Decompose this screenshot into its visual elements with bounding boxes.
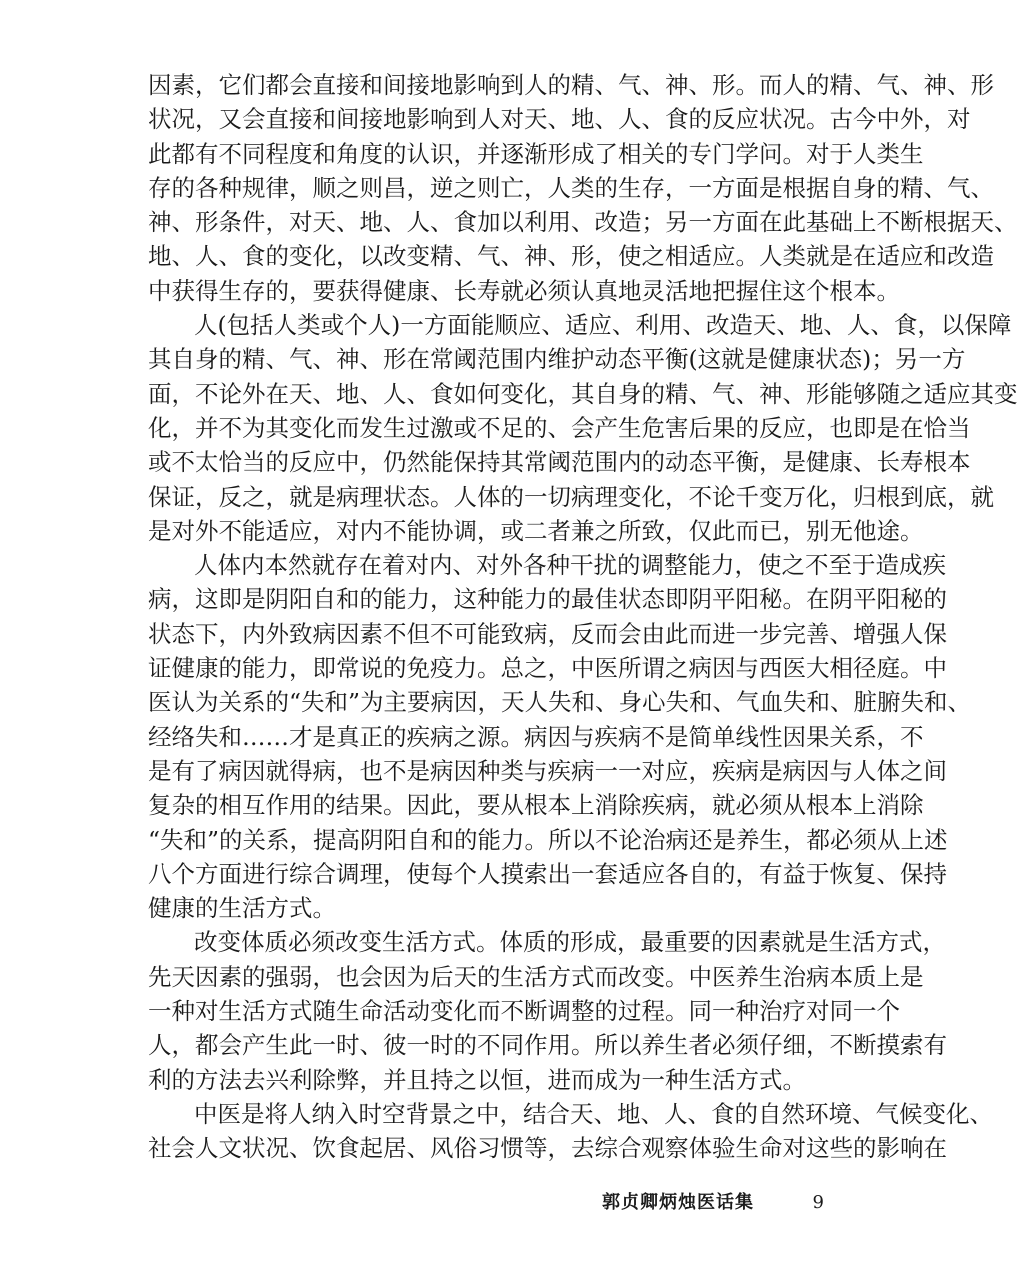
text-line: 健康的生活方式。	[148, 894, 336, 923]
text-line: 八个方面进行综合调理，使每个人摸索出一套适应各自的，有益于恢复、保持	[148, 859, 947, 888]
page-footer	[0, 1191, 900, 1215]
text-line: 改变体质必须改变生活方式。体质的形成，最重要的因素就是生活方式，	[194, 928, 946, 957]
text-line: 人体内本然就存在着对内、对外各种干扰的调整能力，使之不至于造成疾	[194, 551, 946, 580]
text-line: 利的方法去兴利除弊，并且持之以恒，进而成为一种生活方式。	[148, 1065, 806, 1094]
text-line: 中获得生存的，要获得健康、长寿就必须认真地灵活地把握住这个根本。	[148, 276, 900, 305]
text-line: 经络失和……才是真正的疾病之源。病因与疾病不是简单线性因果关系，不	[148, 722, 924, 751]
text-line: 人，都会产生此一时、彼一时的不同作用。所以养生者必须仔细，不断摸索有	[148, 1031, 947, 1060]
text-line: 中医是将人纳入时空背景之中，结合天、地、人、食的自然环境、气候变化、	[194, 1099, 993, 1128]
paragraph-3	[148, 548, 972, 925]
text-line: 人(包括人类或个人)一方面能顺应、适应、利用、改造天、地、人、食，以保障	[194, 311, 1012, 340]
text-line: 一种对生活方式随生命活动变化而不断调整的过程。同一种治疗对同一个	[148, 997, 900, 1026]
text-line: 病，这即是阴阳自和的能力，这种能力的最佳状态即阴平阳秘。在阴平阳秘的	[148, 585, 947, 614]
text-line: “失和”的关系，提高阴阳自和的能力。所以不论治病还是养生，都必须从上述	[148, 825, 948, 854]
text-line: 此都有不同程度和角度的认识，并逐渐形成了相关的专门学问。对于人类生	[148, 139, 924, 168]
text-line: 是有了病因就得病，也不是病因种类与疾病一一对应，疾病是病因与人体之间	[148, 756, 947, 785]
text-line: 保证，反之，就是病理状态。人体的一切病理变化，不论千变万化，归根到底，就	[148, 482, 994, 511]
paragraph-4	[148, 925, 947, 1096]
text-line: 社会人文状况、饮食起居、风俗习惯等，去综合观察体验生命对这些的影响在	[148, 1134, 947, 1163]
text-line: 因素，它们都会直接和间接地影响到人的精、气、神、形。而人的精、气、神、形	[148, 71, 994, 99]
text-line: 医认为关系的“失和”为主要病因，天人失和、身心失和、气血失和、脏腑失和、	[148, 688, 972, 717]
text-line: 面，不论外在天、地、人、食如何变化，其自身的精、气、神、形能够随之适应其变	[148, 379, 1018, 408]
body-text	[148, 68, 1018, 1166]
text-line: 其自身的精、气、神、形在常阈范围内维护动态平衡(这就是健康状态)；另一方	[148, 345, 966, 374]
text-line: 存的各种规律，顺之则昌，逆之则亡，人类的生存，一方面是根据自身的精、气、	[148, 173, 994, 202]
text-line: 先天因素的强弱，也会因为后天的生活方式而改变。中医养生治病本质上是	[148, 962, 924, 991]
text-line: 状况，又会直接和间接地影响到人对天、地、人、食的反应状况。古今中外，对	[148, 105, 971, 134]
text-line: 复杂的相互作用的结果。因此，要从根本上消除疾病，就必须从根本上消除	[148, 791, 924, 820]
text-line: 状态下，内外致病因素不但不可能致病，反而会由此而进一步完善、增强人保	[148, 619, 947, 648]
paragraph-1	[148, 68, 1018, 308]
text-line: 是对外不能适应，对内不能协调，或二者兼之所致，仅此而已，别无他途。	[148, 516, 924, 545]
paragraph-5	[148, 1097, 993, 1166]
running-footer-book-title: 郭贞卿炳烛医话集	[602, 1192, 754, 1213]
text-line: 证健康的能力，即常说的免疫力。总之，中医所谓之病因与西医大相径庭。中	[148, 654, 947, 683]
text-line: 或不太恰当的反应中，仍然能保持其常阈范围内的动态平衡，是健康、长寿根本	[148, 448, 971, 477]
page-number: 9	[812, 1192, 824, 1213]
text-line: 化，并不为其变化而发生过激或不足的、会产生危害后果的反应，也即是在恰当	[148, 413, 971, 442]
text-line: 神、形条件，对天、地、人、食加以利用、改造；另一方面在此基础上不断根据天、	[148, 208, 1018, 237]
text-line: 地、人、食的变化，以改变精、气、神、形，使之相适应。人类就是在适应和改造	[148, 242, 994, 271]
paragraph-2	[148, 308, 1018, 548]
